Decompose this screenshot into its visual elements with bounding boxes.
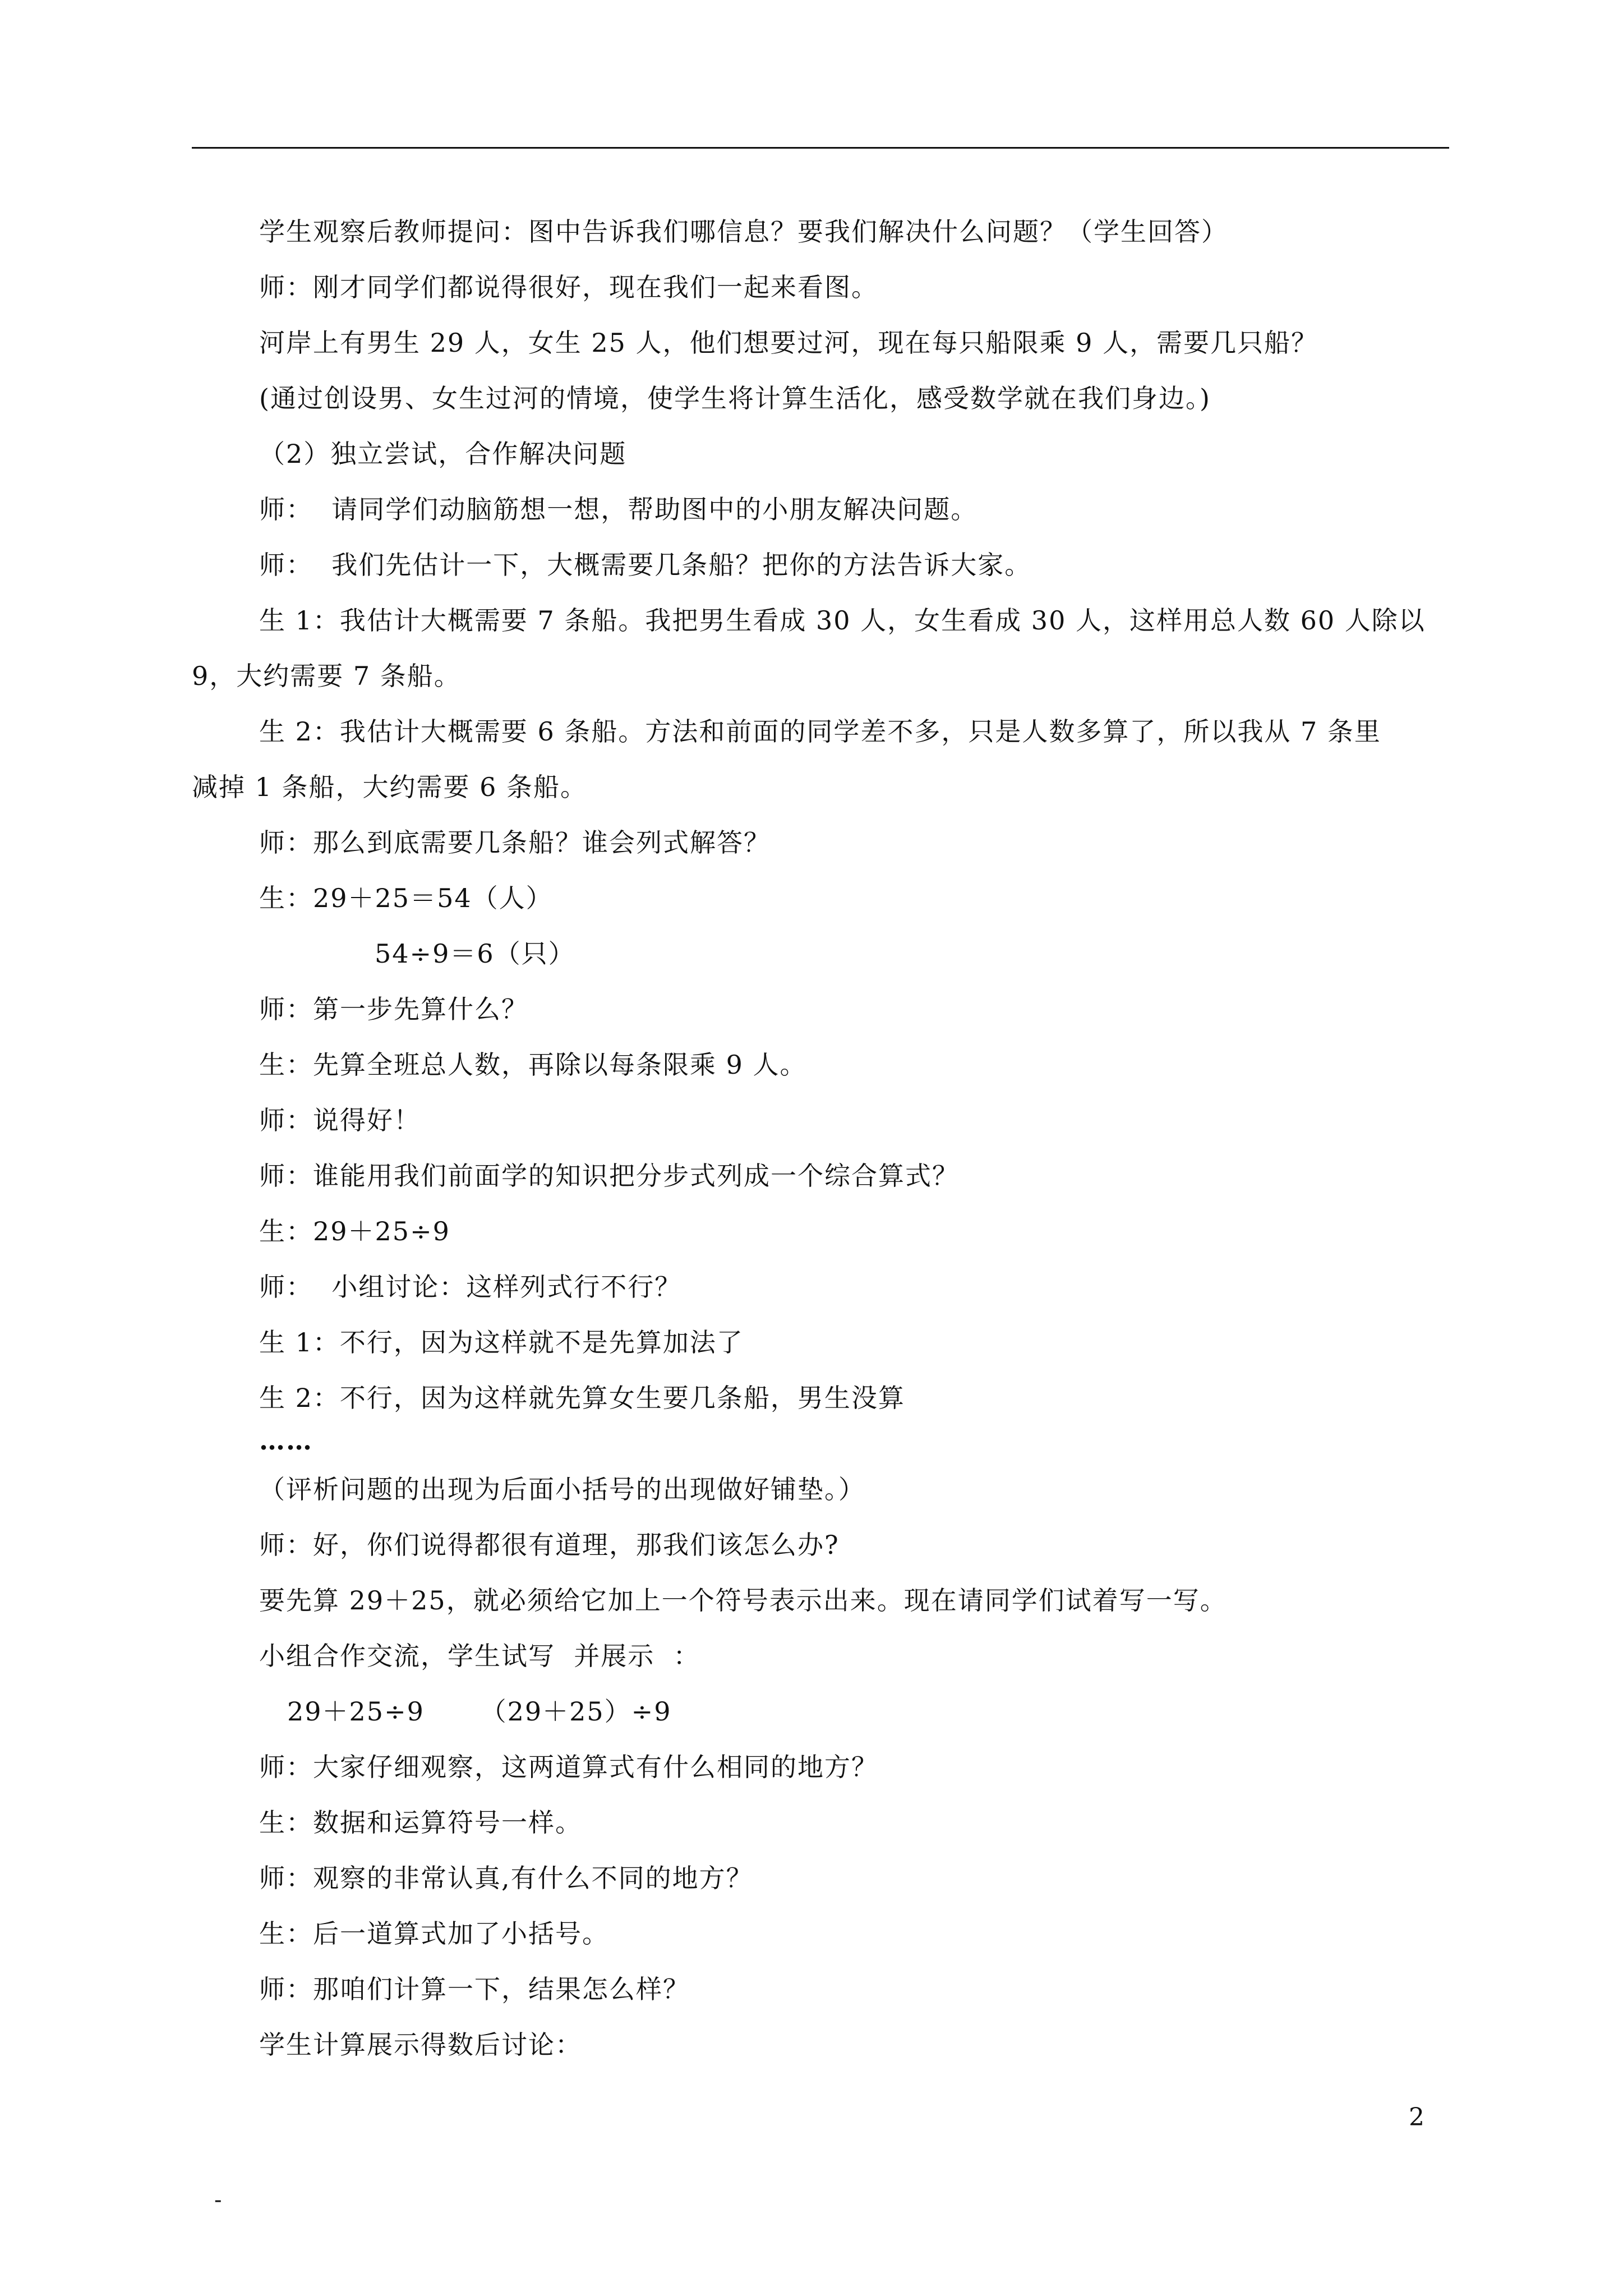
equation-line: 29＋25÷9 （29＋25）÷9 (287, 1696, 672, 1727)
text-line: 师：说得好！ (259, 1105, 421, 1135)
text-line: 师： 我们先估计一下，大概需要几条船？把你的方法告诉大家。 (259, 550, 1032, 580)
text-line: （评析问题的出现为后面小括号的出现做好铺垫。） (259, 1474, 865, 1504)
text-line: 师：第一步先算什么？ (259, 994, 528, 1024)
text-line: 生 2：不行，因为这样就先算女生要几条船，男生没算 (259, 1383, 905, 1413)
header-rule (192, 147, 1449, 149)
text-line: 师：好，你们说得都很有道理，那我们该怎么办? (259, 1530, 840, 1560)
equation-line: 生：29＋25÷9 (259, 1216, 450, 1246)
text-line: 要先算 29＋25，就必须给它加上一个符号表示出来。现在请同学们试着写一写。 (259, 1585, 1227, 1616)
text-line: 师：观察的非常认真,有什么不同的地方？ (259, 1863, 753, 1893)
text-line: 9，大约需要 7 条船。 (192, 661, 461, 691)
text-line: 师： 请同学们动脑筋想一想，帮助图中的小朋友解决问题。 (259, 494, 978, 524)
page-number: 2 (1409, 2103, 1424, 2132)
text-line: 师：那咱们计算一下，结果怎么样？ (259, 1974, 690, 2004)
text-line: 河岸上有男生 29 人，女生 25 人，他们想要过河，现在每只船限乘 9 人，需要几只船？ (259, 328, 1318, 358)
text-line: 师：大家仔细观察，这两道算式有什么相同的地方？ (259, 1752, 878, 1782)
text-line: 师：谁能用我们前面学的知识把分步式列成一个综合算式？ (259, 1161, 959, 1191)
text-line: 生 1：不行，因为这样就不是先算加法了 (259, 1327, 744, 1358)
footer-mark: - (214, 2187, 222, 2213)
text-line: 学生观察后教师提问：图中告诉我们哪信息？要我们解决什么问题？（学生回答） (259, 217, 1228, 247)
text-line: (通过创设男、女生过河的情境，使学生将计算生活化，感受数学就在我们身边。) (259, 383, 1211, 413)
text-line: 生：数据和运算符号一样。 (259, 1807, 582, 1838)
text-line: 师：那么到底需要几条船？谁会列式解答？ (259, 827, 771, 858)
text-line: 生 1：我估计大概需要 7 条船。我把男生看成 30 人，女生看成 30 人，这样用总人数 60 人除以 (259, 605, 1426, 636)
text-line: 生：先算全班总人数，再除以每条限乘 9 人。 (259, 1050, 807, 1080)
text-line: 师：刚才同学们都说得很好，现在我们一起来看图。 (259, 272, 878, 302)
text-line: 学生计算展示得数后讨论： (259, 2030, 582, 2060)
equation-line: 生：29＋25＝54（人） (259, 883, 553, 913)
text-line: 生：后一道算式加了小括号。 (259, 1918, 609, 1949)
text-line: 师： 小组讨论：这样列式行不行？ (259, 1272, 682, 1302)
ellipsis: …… (259, 1425, 313, 1456)
text-line: 小组合作交流，学生试写 并展示 ： (259, 1641, 700, 1671)
text-line: 减掉 1 条船，大约需要 6 条船。 (192, 772, 588, 802)
section-heading: （2）独立尝试，合作解决问题 (259, 439, 627, 469)
text-line: 生 2：我估计大概需要 6 条船。方法和前面的同学差不多，只是人数多算了，所以我从 7 条里 (259, 716, 1381, 747)
equation-line: 54÷9＝6（只） (375, 938, 575, 969)
